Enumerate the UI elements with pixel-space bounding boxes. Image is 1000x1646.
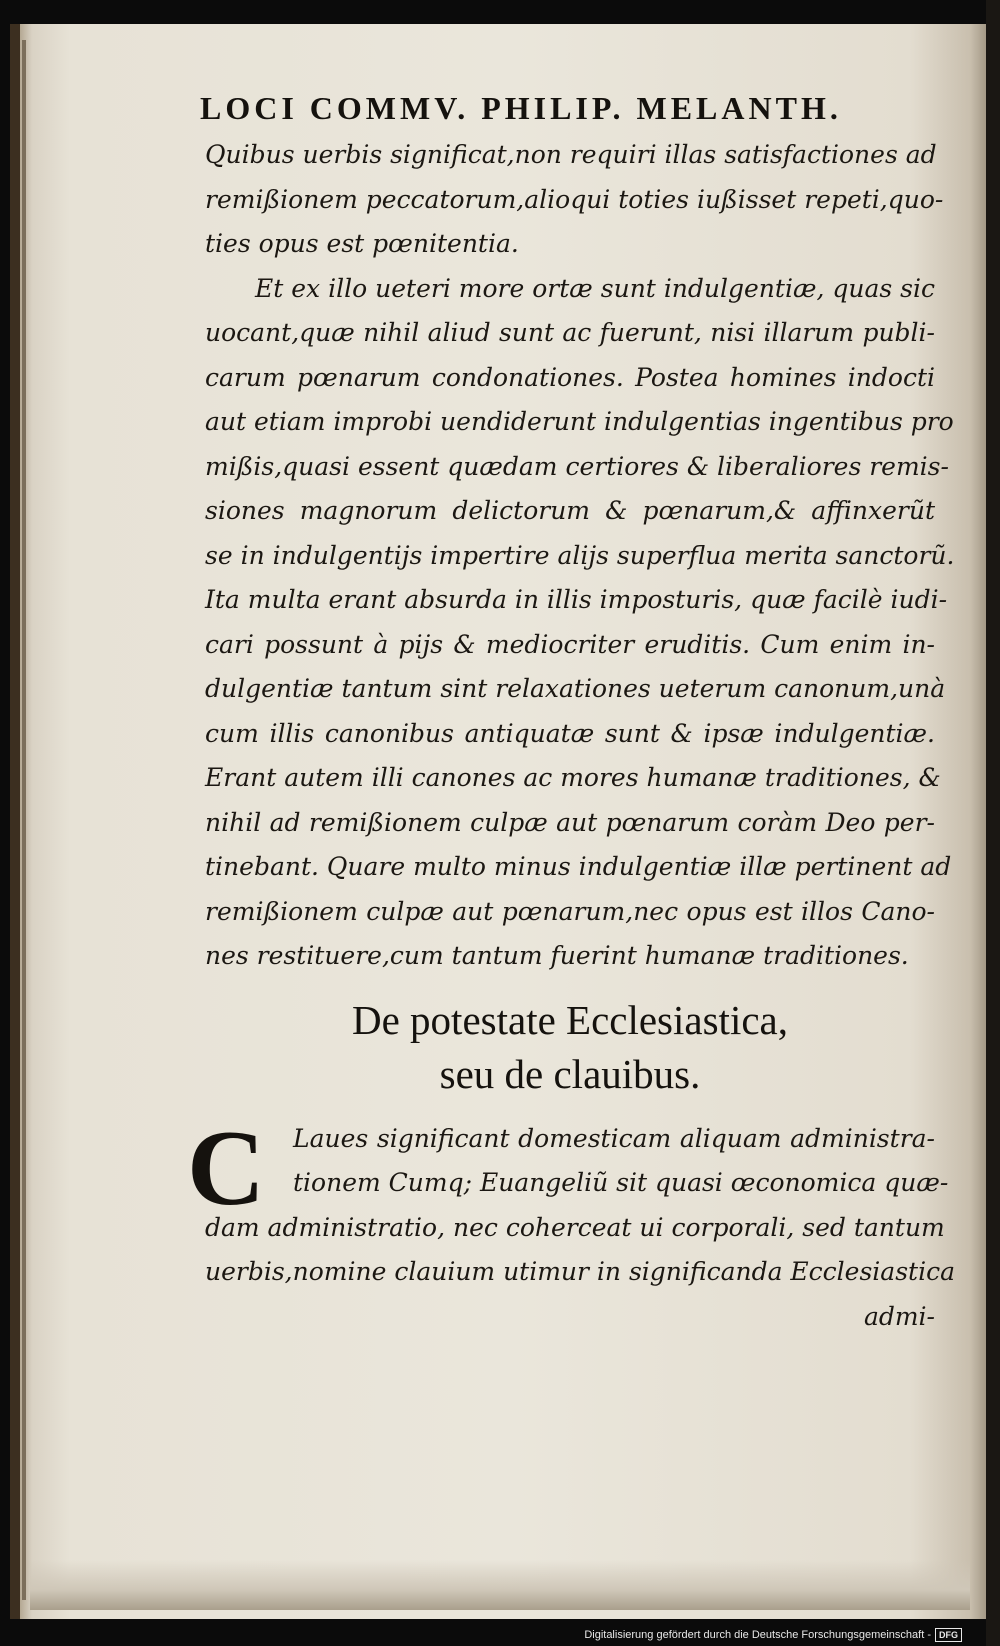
section-heading	[205, 993, 935, 1101]
page-bottom-shadow	[30, 1560, 970, 1610]
text-line: cari possunt à pijs & mediocriter eruditis. Cum enim in-	[205, 629, 935, 659]
text-line: Erant autem illi canones ac mores humanæ traditiones, &	[205, 763, 941, 792]
page-gutter	[10, 24, 20, 1619]
text-line: siones magnorum delictorum & pœnarum,& affinxerũt	[205, 496, 935, 525]
text-line: nes restituere,cum tantum fuerint humanæ traditiones.	[205, 941, 909, 970]
paragraph-2	[205, 267, 955, 979]
text-line: tionem Cumq; Euangeliũ sit quasi œconomica quæ-	[293, 1168, 949, 1197]
paragraph-3	[187, 1108, 955, 1340]
section-heading-line: seu de clauibus.	[439, 1050, 701, 1097]
text-line: dulgentiæ tantum sint relaxationes ueterum canonum,unà	[205, 674, 946, 703]
text-line: ties opus est pœnitentia.	[205, 229, 519, 258]
text-line: cum illis canonibus antiquatæ sunt & ipsæ indulgentiæ.	[205, 718, 935, 748]
text-line: carum pœnarum condonationes. Postea homines indocti	[205, 362, 935, 392]
text-line: se in indulgentijs impertire alijs superflua merita sanctorũ.	[205, 540, 955, 570]
text-line: aut etiam improbi uendiderunt indulgentias ingentibus pro	[205, 407, 954, 436]
text-line: Quibus uerbis significat,non requiri illas satisfactiones ad	[205, 140, 937, 169]
text-line: remißionem peccatorum,alioqui toties iußisset repeti,quo-	[205, 184, 944, 214]
text-line: tinebant. Quare multo minus indulgentiæ illæ pertinent ad	[205, 852, 952, 881]
dfg-logo: DFG	[935, 1628, 962, 1642]
page-edge	[22, 40, 26, 1600]
credit-text: Digitalisierung gefördert durch die Deutsche Forschungsgemeinschaft -	[584, 1629, 931, 1641]
catchword: admi-	[863, 1301, 935, 1331]
text-line: uocant,quæ nihil aliud sunt ac fuerunt, nisi illarum publi-	[205, 318, 935, 347]
paragraph-1	[205, 133, 944, 267]
text-line: mißis,quasi essent quædam certiores & liberaliores remis-	[205, 451, 949, 481]
digitization-credit	[584, 1628, 962, 1642]
text-line: Ita multa erant absurda in illis imposturis, quæ facilè iudi-	[205, 585, 948, 614]
drop-cap: C	[187, 1108, 265, 1228]
text-line: remißionem culpæ aut pœnarum,nec opus est illos Cano-	[205, 896, 935, 926]
text-line: Laues significant domesticam aliquam administra-	[293, 1123, 935, 1153]
text-line: nihil ad remißionem culpæ aut pœnarum coràm Deo per-	[205, 807, 935, 837]
text-line: dam administratio, nec coherceat ui corporali, sed tantum	[205, 1212, 945, 1242]
page-text	[187, 90, 955, 1339]
book-edge	[986, 0, 1000, 1646]
text-line: uerbis,nomine clauium utimur in significanda Ecclesiastica	[205, 1257, 955, 1286]
section-heading-line: De potestate Ecclesiastica,	[352, 996, 788, 1043]
running-header: LOCI COMMV. PHILIP. MELANTH.	[200, 90, 842, 126]
text-line: Et ex illo ueteri more ortæ sunt indulgentiæ, quas sic	[255, 273, 935, 303]
